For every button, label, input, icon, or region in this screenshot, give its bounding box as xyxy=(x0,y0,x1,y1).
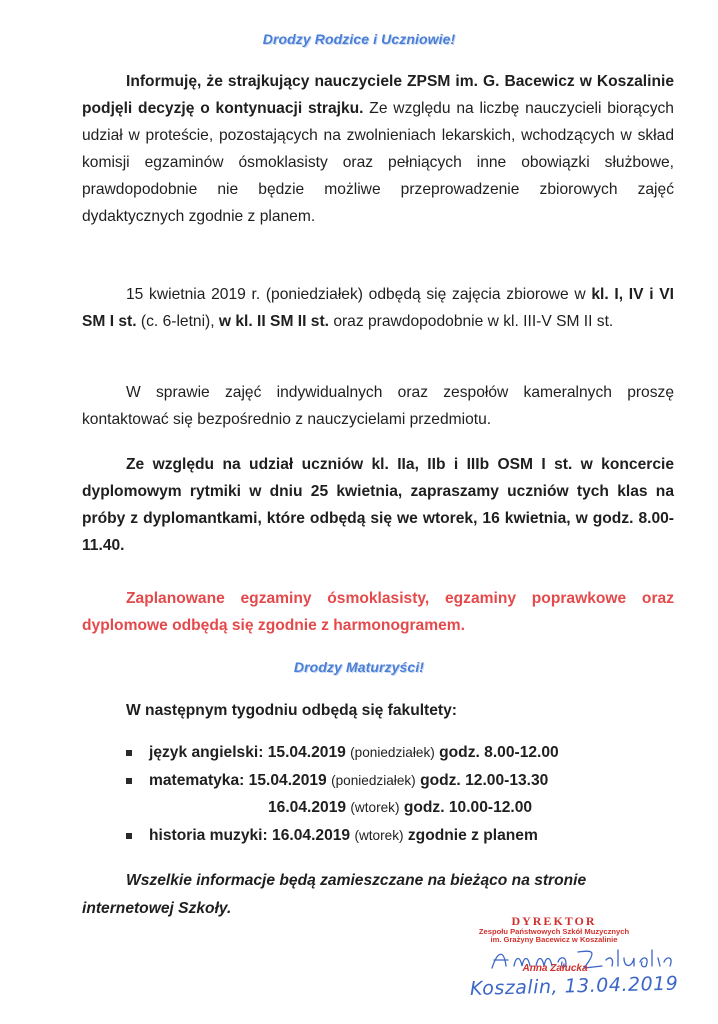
classes-bold-2: w kl. II SM II st. xyxy=(218,313,329,331)
stamp-line-2: im. Grażyny Bacewicz w Koszalinie xyxy=(490,935,618,945)
exams-paragraph xyxy=(82,585,674,639)
faculty-day: (poniedziałek) xyxy=(350,745,435,760)
faculty-subject: 16.04.2019 xyxy=(268,799,347,816)
graduates-heading: Drodzy Maturzyści! xyxy=(293,659,425,675)
faculty-time: zgodnie z planem xyxy=(407,826,538,844)
concert-text: Ze względu na udział uczniów kl. IIa, IIb i IIIb OSM I st. w koncercie dyplomowym rytmiki w dniu 25 kwietnia, zapraszamy uczniów tych klas na próby z dyplomantkami, które odbędą się we wtorek, 16 kwietnia, w godz. 8.00-11.40. xyxy=(82,456,674,555)
footer-text: Wszelkie informacje będą zamieszczane na bieżąco na stronie internetowej Szkoły. xyxy=(82,872,587,917)
faculties-list xyxy=(126,739,686,849)
classes-text-1: 15 kwietnia 2019 r. (poniedziałek) odbędą się zajęcia zbiorowe w xyxy=(126,286,592,303)
classes-paragraph xyxy=(82,281,674,335)
classes-bold-1: kl. I, IV i VI SM I st. xyxy=(82,286,674,331)
stamp-line-1: Zespołu Państwowych Szkół Muzycznych xyxy=(478,926,630,936)
strike-paragraph xyxy=(82,68,674,231)
list-item xyxy=(126,739,686,767)
list-item xyxy=(126,822,686,850)
bullet-icon xyxy=(126,778,132,784)
handwritten-date: Koszalin, 13.04.2019 xyxy=(469,972,679,1000)
classes-text-3: oraz prawdopodobnie w kl. III-V SM II st. xyxy=(328,313,614,331)
exams-text: Zaplanowane egzaminy ósmoklasisty, egzaminy poprawkowe oraz dyplomowe odbędą się zgodnie z harmonogramem. xyxy=(82,590,674,635)
list-item xyxy=(126,794,686,822)
individual-lessons-text: W sprawie zajęć indywidualnych oraz zespołów kameralnych proszę kontaktować się bezpośrednio z nauczycielami przedmiotu. xyxy=(82,384,674,429)
strike-announcement: Informuję, że strajkujący nauczyciele ZPSM im. G. Bacewicz w Koszalinie podjęli decyzję o kontynuacji strajku. xyxy=(82,73,674,118)
faculty-day: (wtorek) xyxy=(354,827,404,843)
faculty-time: godz. 12.00-13.30 xyxy=(420,771,549,789)
strike-details: Ze względu na liczbę nauczycieli biorących udział w proteście, pozostających na zwolnieniach lekarskich, wchodzących w skład komisji egzaminów ósmoklasisty oraz pełniących inne obowiązki służbowe, prawdopodobnie nie będzie możliwe przeprowadzenie zbiorowych zajęć dydaktycznych zgodnie z planem. xyxy=(82,100,674,226)
faculty-time: godz. 8.00-12.00 xyxy=(439,744,559,761)
classes-text-2: (c. 6-letni), xyxy=(136,313,219,331)
faculty-subject: język angielski: 15.04.2019 xyxy=(149,744,346,761)
individual-lessons-paragraph xyxy=(82,379,674,433)
director-stamp xyxy=(448,915,660,944)
concert-paragraph xyxy=(82,451,674,559)
faculty-day: (wtorek) xyxy=(350,800,400,815)
bullet-icon xyxy=(126,833,132,839)
stamp-name: Anna Załucka xyxy=(522,963,588,974)
faculty-subject: matematyka: 15.04.2019 xyxy=(149,771,327,789)
faculty-time: godz. 10.00-12.00 xyxy=(403,799,533,816)
bullet-icon xyxy=(126,750,132,756)
list-item xyxy=(126,767,686,795)
faculties-intro: W następnym tygodniu odbędą się fakultety: xyxy=(126,702,457,719)
faculty-subject: historia muzyki: 16.04.2019 xyxy=(149,826,351,844)
greeting-heading: Drodzy Rodzice i Uczniowie! xyxy=(262,31,456,47)
stamp-title: DYREKTOR xyxy=(511,914,597,928)
faculty-day: (poniedziałek) xyxy=(331,772,416,788)
